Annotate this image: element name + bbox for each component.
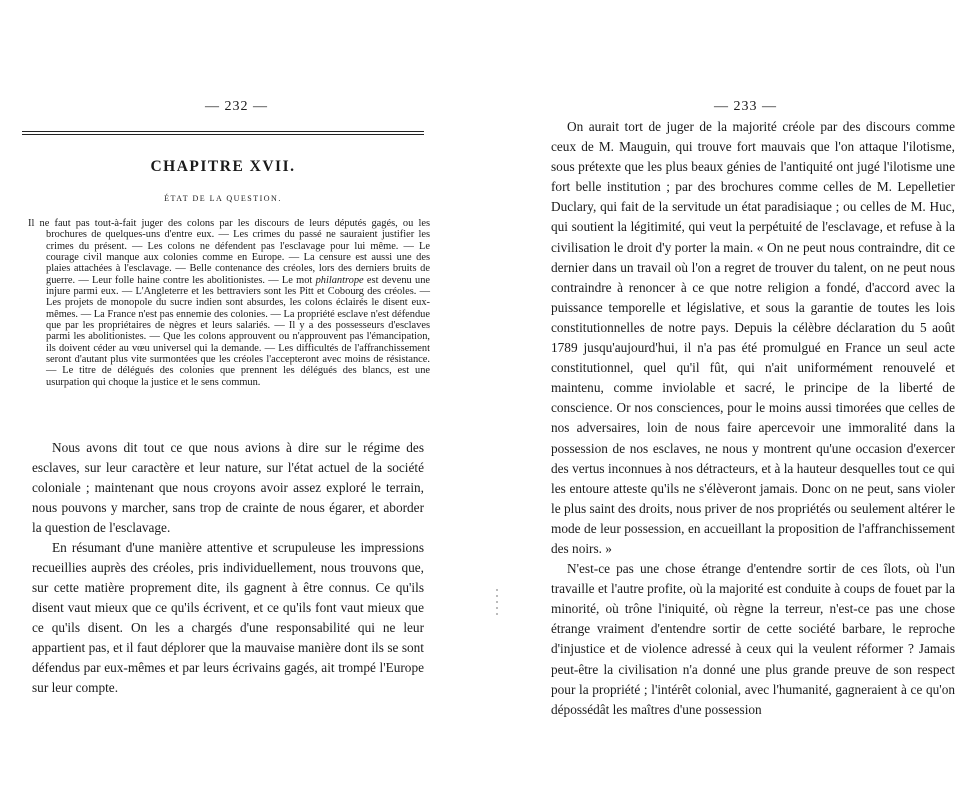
- right-body: [551, 117, 955, 720]
- right-page: [490, 0, 980, 804]
- summary-italic-word: philantrope: [315, 274, 364, 286]
- page-number-right: — 233 —: [714, 99, 777, 114]
- page-number-left: — 232 —: [205, 99, 268, 114]
- chapter-subheading: ÉTAT DE LA QUESTION.: [164, 194, 282, 203]
- left-paragraph-1: Nous avons dit tout ce que nous avions à dire sur le régime des esclaves, sur leur caractère et leur nature, sur l'état actuel de la société coloniale ; maintenant que nous croyons avoir assez exploré le terrain, nous pouvons y marcher, sans trop de crainte de nous égarer, et aborder la question de l'esclavage.: [32, 440, 424, 535]
- left-body: [32, 438, 424, 698]
- right-paragraph-1: On aurait tort de juger de la majorité créole par des discours comme ceux de M. Mauguin, qui trouve fort mauvais que l'on attaque l'ilotisme, sous prétexte que les plus beaux génies de l'antiquité ont jugé l'ilotisme une fort belle institution ; par des brochures comme celles de M. Lepelletier Duclary, qui fait de la servitude un état paradisiaque ; ou celles de M. Huc, qui soutient la légitimité, qui veut la perpétuité de l'esclavage, et refuse à la civilisation le droit d'y porter la main. « On ne peut nous contraindre, dit ce dernier dans un travail où l'on a regret de trouver du talent, on ne peut nous contraindre à renoncer à ce que notre religion a fondé, d'accord avec la puissance temporelle et législative, et sous la garantie de toutes les lois constitutionnelles de notre pays. Depuis la célèbre déclaration du 5 août 1789 jusqu'aujourd'hui, il n'a pas été promulgué en France un seul acte constitutionnel, quel qu'il fût, qui n'ait uniformément renouvelé et maintenu, comme inviolable et sacré, le principe de la liberté de conscience. Or nos consciences, pour le moins aussi timorées que celles de nos adversaires, loin de nous faire apercevoir une immoralité dans la possession de nos esclaves, ne nous y montrent qu'une occasion d'exercer des vertus inconnues à nos détracteurs, et à la hauteur desquelles tout ce qui les entoure atteste qu'ils ne s'élèveront jamais. Donc on ne peut, sans violer le plus saint des droits, nous priver de nos propriétés ou seulement altérer le mode de leur possession, en accueillant la proposition de l'affranchissement des noirs. »: [551, 119, 955, 556]
- chapter-summary: [28, 218, 430, 388]
- summary-text-part2: est devenu une injure parmi eux. — L'Angleterre et les bettraviers sont les Pitt et Cobourg des créoles. — Les projets de monopole du sucre indien sont absurdes, les colons éclairés le disent eux-mêmes. — La France n'est pas ennemie des colonies. — La propriété esclave n'est défendue que par les propriétaires de nègres et leurs salariés. — Il y a des possesseurs d'esclaves parmi les abolitionistes. — Que les colons approuvent ou n'approuvent pas l'émancipation, ils doivent céder au vœu universel qui la demande. — Les difficultés de l'affranchissement seront d'autant plus vite surmontées que les créoles l'accepteront avec moins de résistance. — Le titre de délégués des colonies que prennent les délégués des blancs, est une usurpation qui choque la justice et le sens commun.: [46, 274, 430, 388]
- summary-text-part1: Il ne faut pas tout-à-fait juger des colons par les discours de leurs députés gagés, ou les brochures de quelques-uns d'entre eux. — Les crimes du passé ne sauraient justifier les crimes du présent. — Les colons ne défendent pas l'esclavage pour lui même. — Le courage civil manque aux colonies comme en Europe. — La censure est aussi une des plaies attachées à l'esclavage. — Belle contenance des créoles, lors des derniers bruits de guerre. — Leur folle haine contre les abolitionistes. — Le mot: [28, 218, 430, 286]
- left-paragraph-2: En résumant d'une manière attentive et scrupuleuse les impressions recueillies auprès des créoles, pris individuellement, nous trouvons que, sur cette matière proprement dite, ils gagnent à être connus. Ce qu'ils disent vaut mieux que ce qu'ils écrivent, et ce qu'ils font vaut mieux que ce qu'ils disent. On les a chargés d'une responsabilité qui ne leur appartient pas, et il faut déplorer que la mauvaise manière dont ils se sont défendus par eux-mêmes et par leurs écrivains gagés, ait trompé l'Europe sur leur compte.: [32, 540, 424, 695]
- header-rule-bottom: [22, 134, 424, 135]
- right-paragraph-2: N'est-ce pas une chose étrange d'entendre sortir de ces îlots, où l'un travaille et l'autre profite, où la majorité est conduite à coups de fouet par la minorité, où trône l'iniquité, où règne la terreur, n'est-ce pas une chose étrange vraiment d'entendre sortir de cette société barbare, le reproche d'injustice et de violence adressé à ceux qui la veulent réformer ? Jamais peut-être la civilisation n'a donné une plus grande preuve de son respect pour la propriété ; l'intérêt colonial, avec l'humanité, gagneraient à ce qu'on dépossédât les maîtres d'une possession: [551, 561, 955, 717]
- chapter-title: CHAPITRE XVII.: [150, 158, 296, 175]
- header-rule-top: [22, 131, 424, 132]
